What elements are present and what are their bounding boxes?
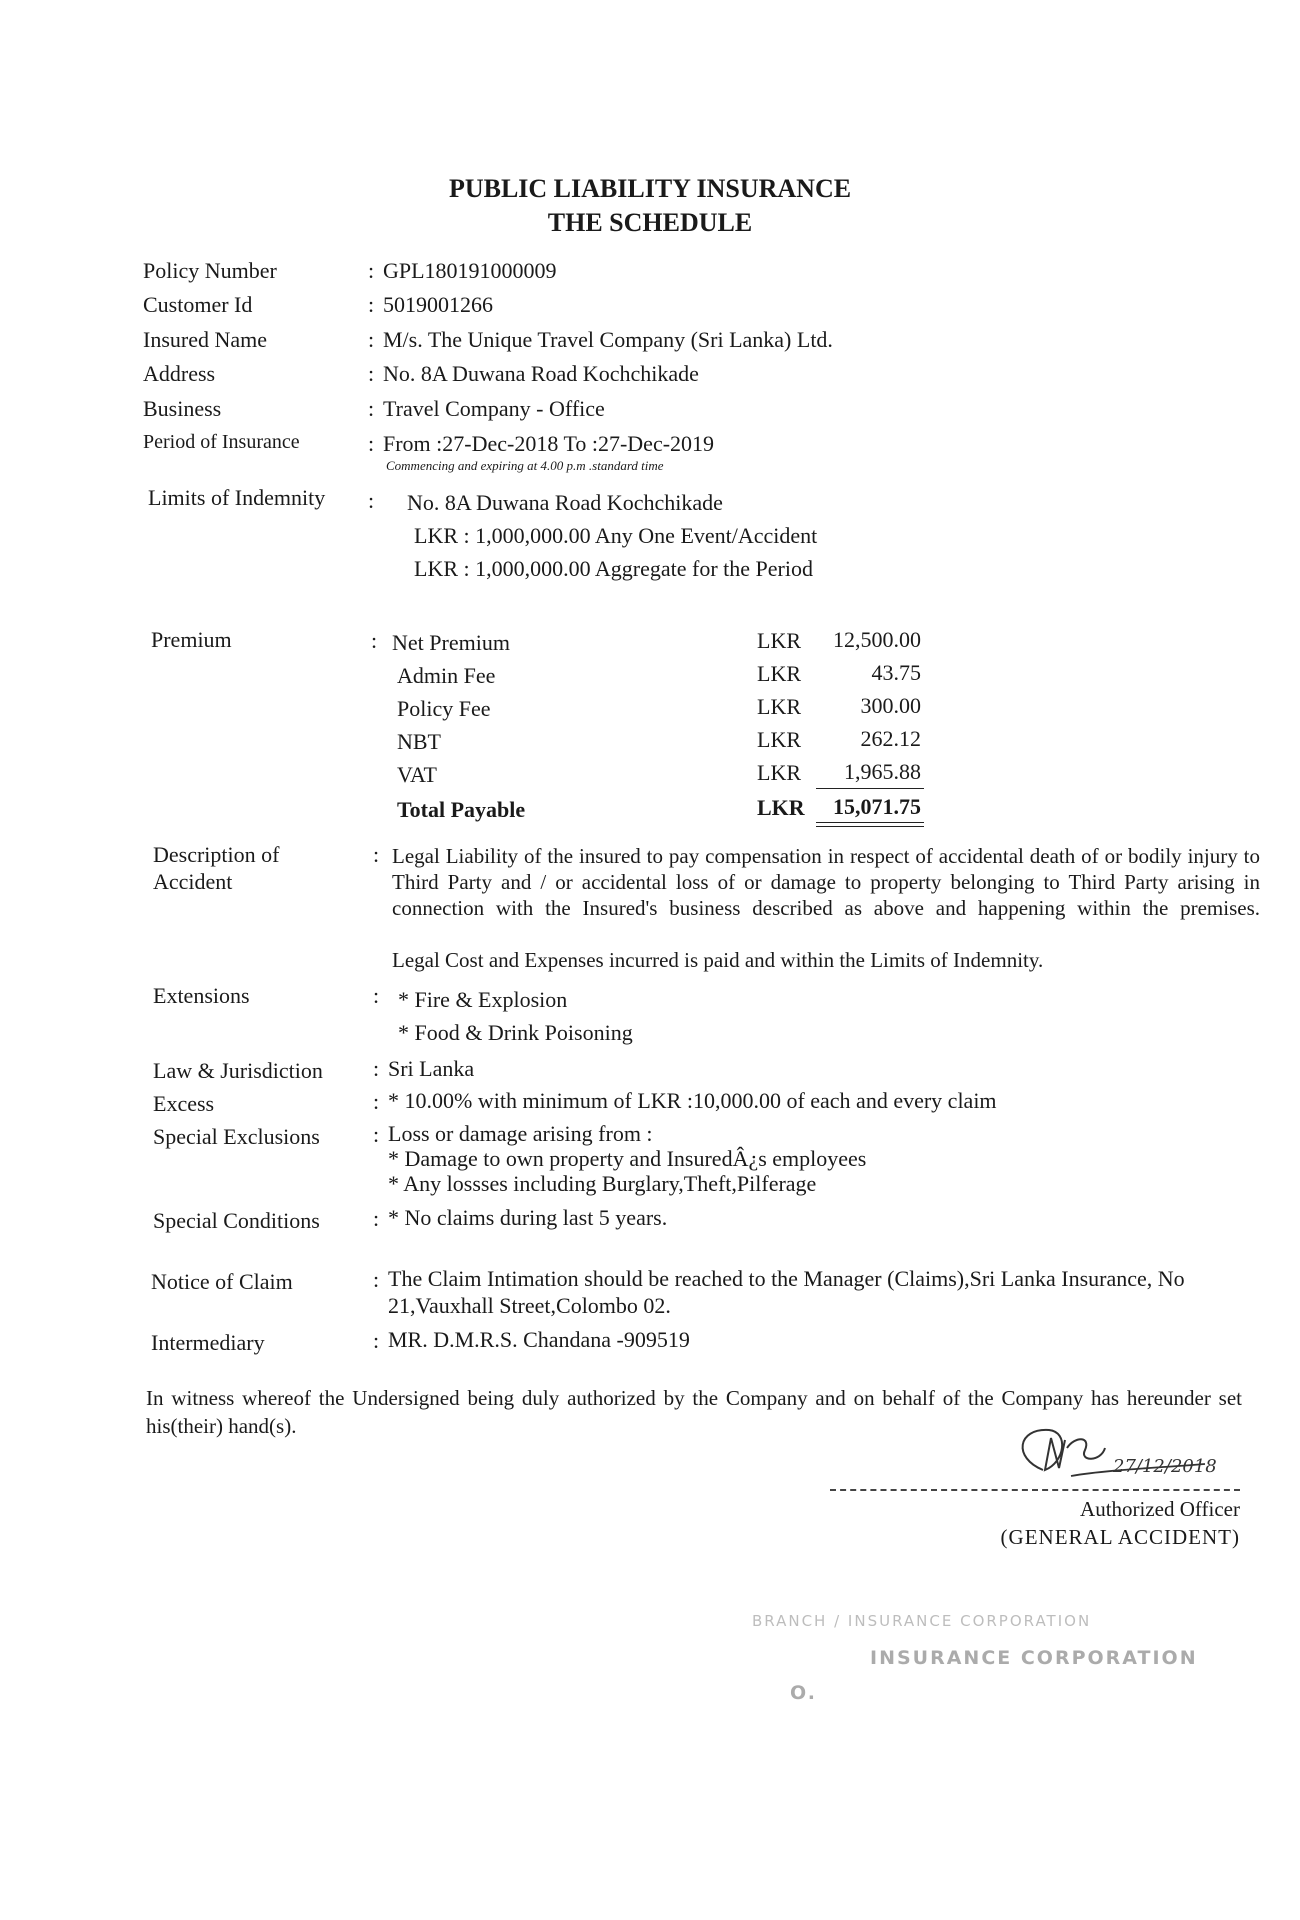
extensions-label: Extensions [153, 983, 250, 1008]
limits-label: Limits of Indemnity [148, 485, 326, 510]
colon: : [371, 628, 378, 653]
description-label-2: Accident [153, 869, 233, 894]
colon: : [373, 842, 380, 867]
description-label: Description of [153, 842, 280, 867]
conditions-value: * No claims during last 5 years. [388, 1205, 668, 1230]
extension-item: * Fire & Explosion [398, 987, 568, 1012]
limits-line-1: No. 8A Duwana Road Kochchikade [407, 490, 723, 515]
colon: : [373, 1056, 380, 1081]
premium-amount: 262.12 [860, 726, 921, 751]
colon: : [373, 1267, 380, 1292]
premium-amount: 12,500.00 [833, 627, 921, 652]
colon: : [373, 983, 380, 1008]
premium-amount: 300.00 [860, 693, 921, 718]
premium-currency: LKR [757, 628, 801, 653]
insured-name-label: Insured Name [143, 327, 268, 352]
exclusions-line-1: Loss or damage arising from : [388, 1121, 653, 1146]
excess-value: * 10.00% with minimum of LKR :10,000.00 of each and every claim [388, 1088, 997, 1113]
document-subtitle: THE SCHEDULE [547, 208, 753, 237]
limits-line-3: LKR : 1,000,000.00 Aggregate for the Period [414, 556, 813, 581]
description-text: Legal Liability of the insured to pay compensation in respect of accidental death of or bodily injury to Third Party and / or accidental loss of or damage to property belonging to Third Party arising in connection with the Insured's business described as above and happening within the premises. [392, 844, 1260, 920]
document-title: PUBLIC LIABILITY INSURANCE [448, 174, 852, 203]
colon: : [368, 292, 375, 317]
law-value: Sri Lanka [388, 1056, 475, 1081]
colon: : [368, 431, 375, 456]
intermediary-value: MR. D.M.R.S. Chandana -909519 [388, 1327, 690, 1352]
law-label: Law & Jurisdiction [153, 1058, 323, 1083]
limits-line-2: LKR : 1,000,000.00 Any One Event/Accident [414, 523, 818, 548]
exclusions-line-2: * Damage to own property and InsuredÂ¿s employees [388, 1146, 867, 1171]
period-label: Period of Insurance [143, 431, 300, 453]
colon: : [368, 327, 375, 352]
notice-line-2: 21,Vauxhall Street,Colombo 02. [388, 1293, 671, 1318]
total-amount: 15,071.75 [833, 794, 921, 819]
conditions-label: Special Conditions [153, 1208, 320, 1233]
total-currency: LKR [757, 795, 805, 820]
exclusions-line-3: * Any lossses including Burglary,Theft,Pilferage [388, 1171, 817, 1196]
business-label: Business [143, 396, 222, 421]
colon: : [368, 361, 375, 386]
signature-scribble [1005, 1418, 1235, 1496]
period-value: From :27-Dec-2018 To :27-Dec-2019 [383, 431, 715, 456]
description-text-2: Legal Cost and Expenses incurred is paid and within the Limits of Indemnity. [392, 948, 1044, 972]
excess-label: Excess [153, 1091, 215, 1116]
colon: : [373, 1122, 380, 1147]
subtotal-rule [816, 788, 924, 789]
signature-date: 27/12/2018 [1113, 1456, 1217, 1477]
exclusions-label: Special Exclusions [153, 1124, 320, 1149]
premium-currency: LKR [757, 727, 801, 752]
colon: : [368, 488, 375, 513]
colon: : [373, 1206, 380, 1231]
premium-currency: LKR [757, 760, 801, 785]
signatory-department: (GENERAL ACCIDENT) [1000, 1525, 1240, 1549]
stamp-line-3: O. [790, 1682, 817, 1704]
premium-amount: 43.75 [871, 660, 921, 685]
intermediary-label: Intermediary [151, 1330, 265, 1355]
premium-label: Premium [151, 627, 232, 652]
premium-currency: LKR [757, 661, 801, 686]
premium-item: VAT [397, 762, 437, 787]
signatory-title: Authorized Officer [1080, 1497, 1240, 1521]
business-value: Travel Company - Office [383, 396, 605, 421]
premium-item: Admin Fee [397, 663, 496, 688]
premium-item: Policy Fee [397, 696, 491, 721]
customer-id-value: 5019001266 [383, 292, 493, 317]
customer-id-label: Customer Id [143, 292, 253, 317]
period-note: Commencing and expiring at 4.00 p.m .standard time [386, 458, 664, 473]
policy-number-value: GPL180191000009 [383, 258, 557, 283]
total-double-rule [816, 822, 924, 827]
colon: : [368, 396, 375, 421]
policy-number-label: Policy Number [143, 258, 277, 283]
notice-label: Notice of Claim [151, 1269, 293, 1294]
stamp-line-2: INSURANCE CORPORATION [870, 1647, 1198, 1669]
total-payable-label: Total Payable [397, 797, 526, 822]
signature-line [830, 1489, 1240, 1491]
premium-currency: LKR [757, 694, 801, 719]
insured-name-value: M/s. The Unique Travel Company (Sri Lanka) Ltd. [383, 327, 833, 352]
address-value: No. 8A Duwana Road Kochchikade [383, 361, 699, 386]
address-label: Address [143, 361, 216, 386]
witness-statement: In witness whereof the Undersigned being duly authorized by the Company and on behalf of the Company has hereunder set his(their) hand(s). [146, 1386, 1242, 1438]
stamp-line-1: BRANCH / INSURANCE CORPORATION [752, 1612, 1092, 1630]
premium-amount: 1,965.88 [844, 759, 921, 784]
notice-line-1: The Claim Intimation should be reached to the Manager (Claims),Sri Lanka Insurance, No [388, 1266, 1185, 1291]
colon: : [373, 1328, 380, 1353]
premium-item: Net Premium [392, 630, 510, 655]
premium-item: NBT [397, 729, 441, 754]
extension-item: * Food & Drink Poisoning [398, 1020, 633, 1045]
colon: : [373, 1089, 380, 1114]
colon: : [368, 258, 375, 283]
